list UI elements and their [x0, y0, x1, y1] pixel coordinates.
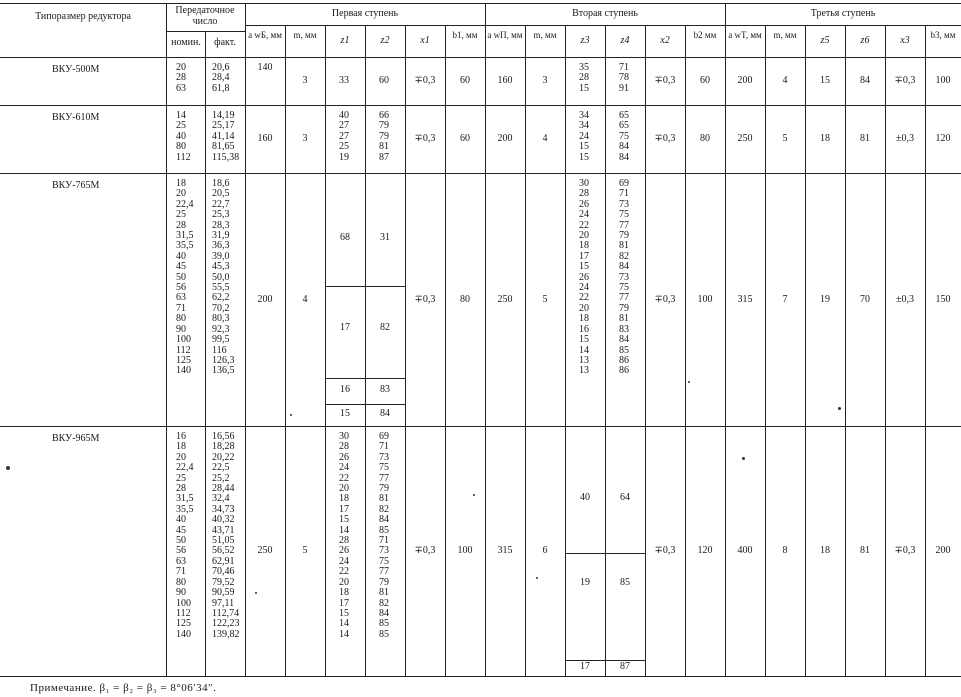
aw1-value: 140 — [257, 62, 273, 73]
z2-group-value: 82 — [380, 322, 390, 333]
col-rule — [325, 25, 326, 676]
z-group-rule — [325, 378, 405, 379]
col-rule — [285, 25, 286, 676]
m1-value: 3 — [302, 75, 308, 86]
nominal-ratio-list: 20 28 63 — [176, 62, 186, 94]
row-rule-0 — [0, 57, 961, 58]
row-name: ВКУ-965М — [52, 433, 100, 444]
z2-list: 69 71 73 75 77 79 81 82 84 85 71 73 75 77 79 81 82 84 85 85 — [379, 431, 389, 640]
m1-value: 5 — [302, 545, 308, 556]
z1-group-value: 68 — [340, 232, 350, 243]
row-name: ВКУ-765М — [52, 180, 100, 191]
z4-group-value: 87 — [620, 661, 630, 672]
scan-speck — [290, 414, 292, 416]
m1-value: 3 — [302, 133, 308, 144]
col-rule-z3z4 — [605, 25, 606, 676]
header-nominal: номин. — [171, 37, 201, 48]
z-group-rule — [565, 660, 645, 661]
z5-value: 15 — [820, 75, 830, 86]
actual-ratio-list: 14,19 25,17 41,14 81,65 115,38 — [212, 110, 240, 163]
z6-value: 70 — [860, 293, 870, 305]
row-name: ВКУ-500М — [52, 64, 100, 75]
z1-list: 40 27 27 25 19 — [339, 110, 349, 163]
x2-value: ∓0,3 — [654, 133, 676, 144]
header-col-awB: a wБ, мм — [248, 30, 282, 40]
m3-value: 4 — [782, 75, 788, 86]
z3-list: 30 28 26 24 22 20 18 17 15 26 24 22 20 18 16 15 14 13 13 — [579, 178, 589, 377]
z2-list: 66 79 79 81 87 — [379, 110, 389, 163]
col-rule — [405, 25, 406, 676]
m2-value: 6 — [542, 545, 548, 556]
nominal-ratio-list: 14 25 40 80 112 — [176, 110, 191, 163]
col-rule — [765, 25, 766, 676]
col-rule — [445, 25, 446, 676]
aw3-value: 400 — [737, 545, 753, 556]
aw2-value: 315 — [497, 545, 513, 556]
col-rule — [485, 3, 486, 676]
b2-value: 60 — [700, 75, 710, 86]
header-col-awT: a wT, мм — [728, 30, 762, 40]
z5-value: 18 — [820, 133, 830, 144]
header-col-x2: x2 — [660, 35, 670, 46]
x2-value: ∓0,3 — [654, 75, 676, 86]
z4-group-value: 64 — [620, 492, 630, 503]
actual-ratio-list: 16,56 18,28 20,22 22,5 25,2 28,44 32,4 34,73 40,32 43,71 51,05 56,52 62,91 70,46 79,52 90,59 97,11 112,74 122,23 139,82 — [212, 431, 240, 640]
x1-value: ∓0,3 — [414, 545, 436, 556]
z4-list: 71 78 91 — [619, 62, 629, 94]
row-rule-2 — [0, 173, 961, 174]
header-col-x1: x1 — [420, 35, 430, 46]
x2-value: ∓0,3 — [654, 293, 676, 305]
z-group-rule — [325, 286, 405, 287]
m3-value: 8 — [782, 545, 788, 556]
col-rule — [525, 25, 526, 676]
z2-group-value: 31 — [380, 232, 390, 243]
x1-value: ∓0,3 — [414, 75, 436, 86]
header-col-x3: x3 — [900, 35, 910, 46]
header-col-b2: b2 мм — [693, 30, 717, 40]
header-col-z1: z1 — [340, 35, 350, 46]
x1-value: ∓0,3 — [414, 293, 436, 305]
header-col-m3: m, мм — [773, 30, 797, 40]
row-rule-3 — [0, 426, 961, 427]
header-col-m1: m, мм — [293, 30, 317, 40]
col-rule — [245, 3, 246, 676]
header-col-awP: a wП, мм — [487, 30, 523, 40]
aw1-value: 250 — [257, 545, 273, 556]
col-rule — [725, 3, 726, 676]
m2-value: 5 — [542, 293, 548, 305]
col-rule — [205, 31, 206, 676]
z3-group-value: 17 — [580, 661, 590, 672]
z5-value: 19 — [820, 293, 830, 305]
x3-value: ±0,3 — [896, 133, 914, 144]
m1-value: 4 — [302, 293, 308, 305]
header-col-z2: z2 — [380, 35, 390, 46]
z1-group-value: 15 — [340, 408, 350, 419]
b1-value: 60 — [460, 75, 470, 86]
header-ratio-line2: число — [192, 16, 218, 27]
m3-value: 5 — [782, 133, 788, 144]
aw2-value: 200 — [497, 133, 513, 144]
b3-value: 100 — [935, 75, 951, 86]
col-rule-z1z2 — [365, 25, 366, 676]
x3-value: ±0,3 — [896, 293, 914, 305]
b3-value: 150 — [935, 293, 951, 305]
z1-group-value: 16 — [340, 384, 350, 395]
aw2-value: 250 — [497, 293, 513, 305]
z1-list: 33 — [339, 75, 349, 86]
header-col-z4: z4 — [620, 35, 630, 46]
z4-group-value: 85 — [620, 577, 630, 588]
z3-list: 34 34 24 15 15 — [579, 110, 589, 163]
z3-group-value: 40 — [580, 492, 590, 503]
z6-value: 81 — [860, 545, 870, 556]
b2-value: 100 — [697, 293, 713, 305]
b2-value: 80 — [700, 133, 710, 144]
b1-value: 60 — [460, 133, 470, 144]
z3-group-value: 19 — [580, 577, 590, 588]
m2-value: 3 — [542, 75, 548, 86]
aw3-value: 315 — [737, 293, 753, 305]
z2-group-value: 84 — [380, 408, 390, 419]
header-col-z3: z3 — [580, 35, 590, 46]
z-group-rule — [325, 404, 405, 405]
row-rule-1 — [0, 105, 961, 106]
scan-speck — [838, 407, 841, 410]
col-rule — [166, 3, 167, 676]
m3-value: 7 — [782, 293, 788, 305]
col-rule — [685, 25, 686, 676]
z1-list: 30 28 26 24 22 20 18 17 15 14 28 26 24 22 20 18 17 15 14 14 — [339, 431, 349, 640]
nominal-ratio-list: 18 20 22,4 25 28 31,5 35,5 40 45 50 56 63 71 80 90 100 112 125 140 — [176, 178, 194, 377]
header-col-z5: z5 — [820, 35, 830, 46]
z2-list: 60 — [379, 75, 389, 86]
scan-speck — [255, 592, 257, 594]
z3-list: 35 28 15 — [579, 62, 589, 94]
header-col-z6: z6 — [860, 35, 870, 46]
col-rule — [805, 25, 806, 676]
x2-value: ∓0,3 — [654, 545, 676, 556]
b1-value: 80 — [460, 293, 470, 305]
actual-ratio-list: 18,6 20,5 22,7 25,3 28,3 31,9 36,3 39,0 45,3 50,0 55,5 62,2 70,2 80,3 92,3 99,5 116 126,3 136,5 — [212, 178, 235, 377]
table-footnote: Примечание. β₁ = β₂ = β₃ = 8°06′34″. — [30, 682, 217, 694]
z5-value: 18 — [820, 545, 830, 556]
row-rule-4 — [0, 676, 961, 677]
header-col-m2: m, мм — [533, 30, 557, 40]
x3-value: ∓0,3 — [894, 545, 916, 556]
header-typesize: Типоразмер редуктора — [35, 11, 131, 22]
header-col-b3: b3, мм — [930, 30, 956, 40]
scan-speck — [742, 457, 745, 460]
table-top-rule — [0, 3, 961, 4]
b1-value: 100 — [457, 545, 473, 556]
b3-value: 120 — [935, 133, 951, 144]
scan-speck — [6, 466, 10, 470]
m2-value: 4 — [542, 133, 548, 144]
aw1-value: 200 — [257, 293, 273, 305]
header-ratio-line1: Передаточное — [175, 5, 235, 16]
x1-value: ∓0,3 — [414, 133, 436, 144]
header-stage-1: Первая ступень — [331, 8, 399, 19]
z6-value: 84 — [860, 75, 870, 86]
b2-value: 120 — [697, 545, 713, 556]
scan-speck — [473, 494, 475, 496]
z2-group-value: 83 — [380, 384, 390, 395]
header-actual: факт. — [214, 37, 236, 48]
row-name: ВКУ-610М — [52, 112, 100, 123]
col-rule — [845, 25, 846, 676]
aw3-value: 200 — [737, 75, 753, 86]
z4-list: 65 65 75 84 84 — [619, 110, 629, 163]
actual-ratio-list: 20,6 28,4 61,8 — [212, 62, 230, 94]
col-rule — [645, 25, 646, 676]
col-rule — [885, 25, 886, 676]
header-stage-3: Третья ступень — [810, 8, 876, 19]
z4-list: 69 71 73 75 77 79 81 82 84 73 75 77 79 81 83 84 85 86 86 — [619, 178, 629, 377]
col-rule-x3b3 — [925, 25, 926, 676]
b3-value: 200 — [935, 545, 951, 556]
z1-group-value: 17 — [340, 322, 350, 333]
header-col-b1: b1, мм — [452, 30, 478, 40]
scan-speck — [536, 577, 538, 579]
z6-value: 81 — [860, 133, 870, 144]
scan-speck — [688, 381, 690, 383]
aw3-value: 250 — [737, 133, 753, 144]
stage-header-rule — [245, 25, 961, 26]
col-rule — [565, 25, 566, 676]
nominal-ratio-list: 16 18 20 22,4 25 28 31,5 35,5 40 45 50 56 63 71 80 90 100 112 125 140 — [176, 431, 194, 640]
aw2-value: 160 — [497, 75, 513, 86]
aw1-value: 160 — [257, 133, 273, 144]
header-stage-2: Вторая ступень — [572, 8, 638, 19]
x3-value: ∓0,3 — [894, 75, 916, 86]
z-group-rule — [565, 553, 645, 554]
